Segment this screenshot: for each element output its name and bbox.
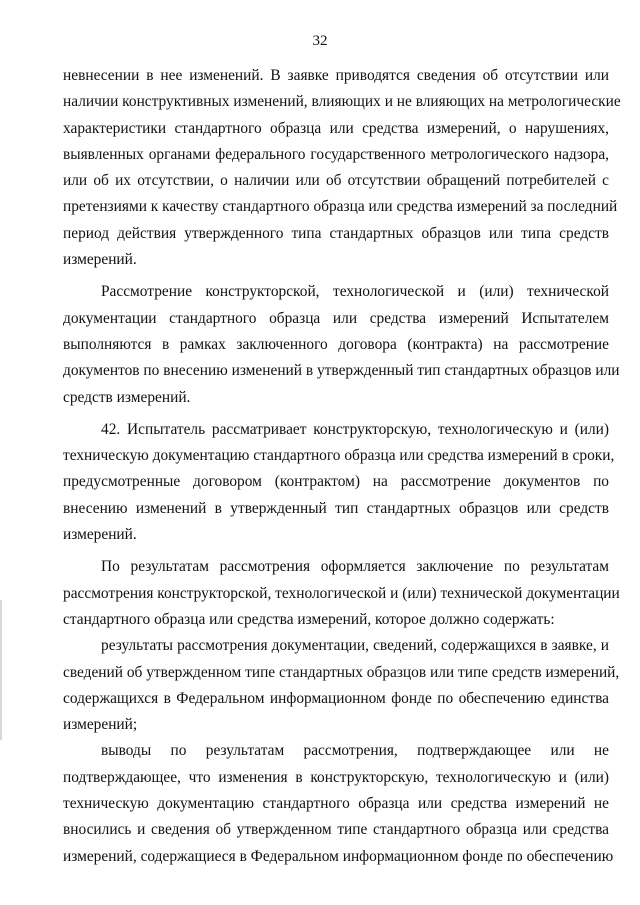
text-line: Рассмотрение конструкторской, технологической и (или) технической [101,283,609,301]
text-line: подтверждающее, что изменения в конструкторскую, технологическую и (или) [63,768,609,786]
text-line: выводы по результатам рассмотрения, подтверждающее или не [101,742,609,760]
text-line: измерений; [63,716,138,734]
document-body [63,63,621,870]
text-line: По результатам рассмотрения оформляется заключение по результатам [101,558,609,576]
text-line: выявленных органами федерального государственного метрологического надзора, [63,145,609,163]
text-line: или об их отсутствии, о наличии или об отсутствии обращений потребителей с [63,172,609,190]
text-line: результаты рассмотрения документации, сведений, содержащихся в заявке, и [101,637,609,655]
text-line: внесению изменений в утвержденный тип стандартных образцов или средств [63,499,609,517]
text-line: предусмотренные договором (контрактом) на рассмотрение документов по [63,473,609,491]
text-line: содержащихся в Федеральном информационном фонде по обеспечению единства [63,689,609,707]
text-line: измерений. [63,251,137,269]
text-line: сведений об утвержденном типе стандартных образцов или типе средств измерений, [63,663,620,681]
text-line: документации стандартного образца или средства измерений Испытателем [63,309,609,327]
text-line: вносились и сведения об утвержденном типе стандартного образца или средства [63,821,609,839]
text-line: выполняются в рамках заключенного договора (контракта) на рассмотрение [63,335,609,353]
text-line: средств измерений. [63,388,191,406]
text-line: период действия утвержденного типа стандартных образцов или типа средств [63,224,609,242]
text-line: характеристики стандартного образца или средства измерений, о нарушениях, [63,119,609,137]
text-line: стандартного образца или средства измерений, которое должно содержать: [63,610,555,628]
text-line: измерений. [63,526,137,544]
text-line: 42. Испытатель рассматривает конструкторскую, технологическую и (или) [101,420,609,438]
text-line: претензиями к качеству стандартного образца или средства измерений за последний [63,198,618,216]
text-line: документов по внесению изменений в утвержденный тип стандартных образцов или [63,362,620,380]
text-line: измерений, содержащиеся в Федеральном информационном фонде по обеспечению [63,847,614,865]
text-line: техническую документацию стандартного образца или средства измерений в сроки, [63,447,615,465]
text-line: техническую документацию стандартного образца или средства измерений не [63,795,609,813]
text-line: наличии конструктивных изменений, влияющих и не влияющих на метрологические [63,93,621,111]
text-line: рассмотрения конструкторской, технологической и (или) технической документации [63,584,620,602]
scan-edge-mark [0,600,2,740]
page-number: 32 [312,33,328,49]
text-line: невнесении в нее изменений. В заявке приводятся сведения об отсутствии или [63,67,609,84]
